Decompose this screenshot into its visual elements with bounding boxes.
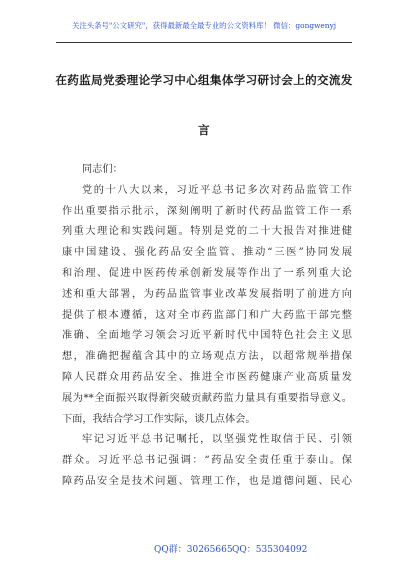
footer-qq-group: QQ群：30265665 (154, 545, 233, 555)
header-banner: 关注头条号"公文研究"，获得最新最全最专业的公文资料库！ 微信：gongwenyj (71, 21, 337, 30)
body-line: 同志们： (82, 164, 123, 175)
body-line: 下面，我结合学习工作实际，谈几点体会。 (62, 413, 256, 425)
body-line: 康中国建设、强化药品安全监管、推动“三医”协同发展 (62, 247, 352, 259)
body-line: 牢记习近平总书记嘱托，以坚强党性取信于民、引领 (82, 434, 352, 446)
body-line: 想，准确把握蕴含其中的立场观点方法，以超常规举措保 (62, 351, 352, 363)
body-line: 作出重要指示批示，深刻阐明了新时代药品监管工作一系 (62, 205, 352, 217)
body-line: 和治理、促进中医药传承创新发展等作出了一系列重大论 (62, 267, 352, 279)
document-title-line-2: 言 (198, 123, 210, 137)
body-line: 述和重大部署，为药品监管事业改革发展指明了前进方向 (62, 288, 352, 300)
body-line: 障药品安全是技术问题、管理工作，也是道德问题、民心 (62, 475, 352, 487)
body-line: 障人民群众用药品安全、推进全市医药健康产业高质量发 (62, 371, 352, 383)
body-line: 准确、全面地学习领会习近平新时代中国特色社会主义思 (62, 330, 352, 342)
header-divider (56, 42, 352, 43)
body-line: 展为**全面振兴取得新突破贡献药监力量具有重要指导意义。 (62, 392, 352, 404)
body-line: 提供了根本遵循，这对全市药监部门和广大药监干部完整 (62, 309, 352, 321)
footer-qq-contact: QQ：535304092 (232, 545, 308, 555)
body-line: 党的十八大以来，习近平总书记多次对药品监管工作 (82, 184, 352, 196)
document-title-line-1: 在药监局党委理论学习中心组集体学习研讨会上的交流发 (55, 73, 353, 87)
document-body (62, 160, 352, 493)
body-line: 群众。习近平总书记强调：“药品安全责任重于泰山。保 (62, 455, 352, 467)
body-line: 列重大理论和实践问题。特别是党的二十大报告对推进健 (62, 226, 352, 238)
